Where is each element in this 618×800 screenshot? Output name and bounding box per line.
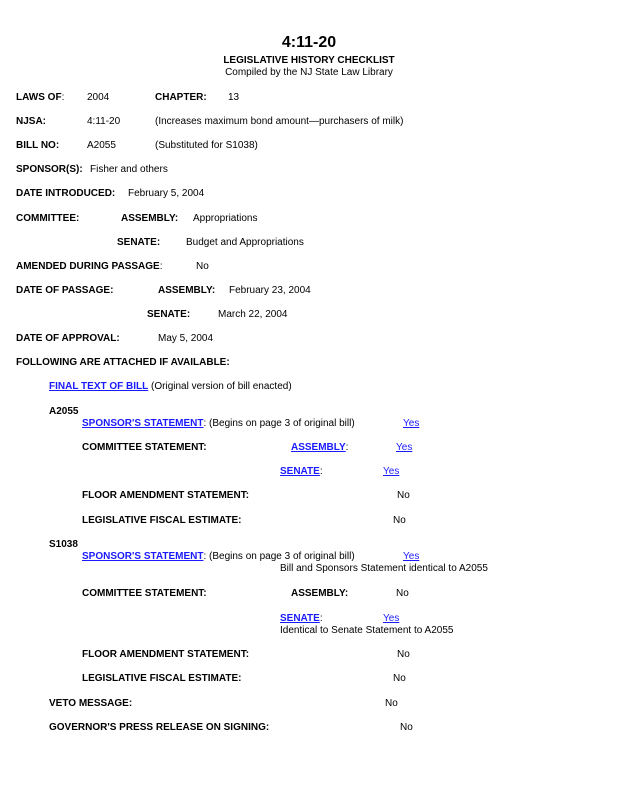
final-text-link[interactable]: FINAL TEXT OF BILL bbox=[49, 381, 149, 392]
a2055-assembly-yes-link[interactable]: Yes bbox=[396, 442, 413, 453]
a2055-senate-group bbox=[280, 466, 323, 478]
a2055-senate-yes-link[interactable]: Yes bbox=[383, 466, 400, 477]
sponsors-label: SPONSOR(S): bbox=[16, 164, 83, 175]
chapter-value: 13 bbox=[228, 92, 240, 103]
a2055-floor-value: No bbox=[397, 490, 410, 501]
committee-senate-value: Budget and Appropriations bbox=[186, 237, 304, 248]
passage-senate-label: SENATE: bbox=[147, 309, 191, 320]
governor-press-release-label: GOVERNOR'S PRESS RELEASE ON SIGNING: bbox=[49, 722, 270, 733]
a2055-senate-colon: : bbox=[319, 466, 323, 477]
njsa-description: (Increases maximum bond amount—purchasers of milk) bbox=[155, 116, 404, 127]
s1038-sponsor-yes-link[interactable]: Yes bbox=[403, 551, 420, 562]
page-title: 4:11-20 bbox=[281, 34, 337, 51]
a2055-sponsor-yes-link[interactable]: Yes bbox=[403, 418, 420, 429]
s1038-assembly-value: No bbox=[396, 588, 409, 599]
a2055-fiscal-value: No bbox=[393, 515, 406, 526]
chapter-label: CHAPTER: bbox=[155, 92, 207, 103]
s1038-committee-label: COMMITTEE STATEMENT: bbox=[82, 588, 207, 599]
s1038-senate-link[interactable]: SENATE bbox=[280, 613, 320, 624]
veto-message-label: VETO MESSAGE: bbox=[49, 698, 133, 709]
date-introduced-value: February 5, 2004 bbox=[128, 188, 205, 199]
committee-label: COMMITTEE: bbox=[16, 213, 80, 224]
s1038-sponsor-statement-link[interactable]: SPONSOR'S STATEMENT bbox=[82, 551, 204, 562]
amended-label-group bbox=[16, 261, 163, 273]
governor-press-release-value: No bbox=[400, 722, 413, 733]
s1038-senate-identical-note: Identical to Senate Statement to A2055 bbox=[280, 625, 454, 636]
s1038-sponsor-identical-note: Bill and Sponsors Statement identical to A2055 bbox=[280, 563, 488, 574]
date-introduced-label: DATE INTRODUCED: bbox=[16, 188, 116, 199]
amended-label: AMENDED DURING PASSAGE bbox=[16, 261, 160, 272]
final-text-row bbox=[49, 381, 292, 393]
a2055-assembly-group bbox=[291, 442, 348, 454]
bill-no-note: (Substituted for S1038) bbox=[155, 140, 258, 151]
a2055-floor-label: FLOOR AMENDMENT STATEMENT: bbox=[82, 490, 250, 501]
laws-of-label-group bbox=[16, 92, 64, 104]
committee-assembly-label: ASSEMBLY: bbox=[121, 213, 179, 224]
passage-assembly-label: ASSEMBLY: bbox=[158, 285, 216, 296]
s1038-floor-value: No bbox=[397, 649, 410, 660]
bill-no-value: A2055 bbox=[87, 140, 116, 151]
a2055-sponsor-row bbox=[82, 418, 355, 430]
committee-assembly-value: Appropriations bbox=[193, 213, 258, 224]
date-of-approval-label: DATE OF APPROVAL: bbox=[16, 333, 120, 344]
date-of-passage-label: DATE OF PASSAGE: bbox=[16, 285, 114, 296]
a2055-sponsor-note: : (Begins on page 3 of original bill) bbox=[203, 418, 355, 429]
sponsors-value: Fisher and others bbox=[90, 164, 168, 175]
s1038-fiscal-label: LEGISLATIVE FISCAL ESTIMATE: bbox=[82, 673, 242, 684]
a2055-fiscal-label: LEGISLATIVE FISCAL ESTIMATE: bbox=[82, 515, 242, 526]
amended-value: No bbox=[196, 261, 209, 272]
s1038-senate-yes-link[interactable]: Yes bbox=[383, 613, 400, 624]
njsa-label: NJSA: bbox=[16, 116, 47, 127]
s1038-senate-colon: : bbox=[319, 613, 323, 624]
passage-assembly-value: February 23, 2004 bbox=[229, 285, 311, 296]
a2055-committee-label: COMMITTEE STATEMENT: bbox=[82, 442, 207, 453]
date-of-approval-value: May 5, 2004 bbox=[158, 333, 214, 344]
a2055-sponsor-statement-link[interactable]: SPONSOR'S STATEMENT bbox=[82, 418, 204, 429]
following-attached-heading: FOLLOWING ARE ATTACHED IF AVAILABLE: bbox=[16, 357, 230, 368]
laws-of-value: 2004 bbox=[87, 92, 110, 103]
committee-senate-label: SENATE: bbox=[117, 237, 161, 248]
veto-message-value: No bbox=[385, 698, 398, 709]
a2055-heading: A2055 bbox=[49, 406, 79, 417]
njsa-value: 4:11-20 bbox=[87, 116, 121, 127]
s1038-assembly-label: ASSEMBLY: bbox=[291, 588, 349, 599]
laws-of-colon: : bbox=[61, 92, 65, 103]
laws-of-label: LAWS OF bbox=[16, 92, 62, 103]
s1038-heading: S1038 bbox=[49, 539, 78, 550]
s1038-senate-group bbox=[280, 613, 323, 625]
a2055-senate-link[interactable]: SENATE bbox=[280, 466, 320, 477]
a2055-assembly-link[interactable]: ASSEMBLY bbox=[291, 442, 346, 453]
s1038-floor-label: FLOOR AMENDMENT STATEMENT: bbox=[82, 649, 250, 660]
amended-colon: : bbox=[159, 261, 163, 272]
page-subtitle: LEGISLATIVE HISTORY CHECKLIST bbox=[223, 55, 395, 66]
compiled-by: Compiled by the NJ State Law Library bbox=[225, 67, 393, 78]
s1038-fiscal-value: No bbox=[393, 673, 406, 684]
s1038-sponsor-note: : (Begins on page 3 of original bill) bbox=[203, 551, 355, 562]
bill-no-label: BILL NO: bbox=[16, 140, 60, 151]
final-text-note: (Original version of bill enacted) bbox=[148, 381, 292, 392]
passage-senate-value: March 22, 2004 bbox=[218, 309, 288, 320]
a2055-assembly-colon: : bbox=[345, 442, 349, 453]
s1038-sponsor-row bbox=[82, 551, 355, 563]
